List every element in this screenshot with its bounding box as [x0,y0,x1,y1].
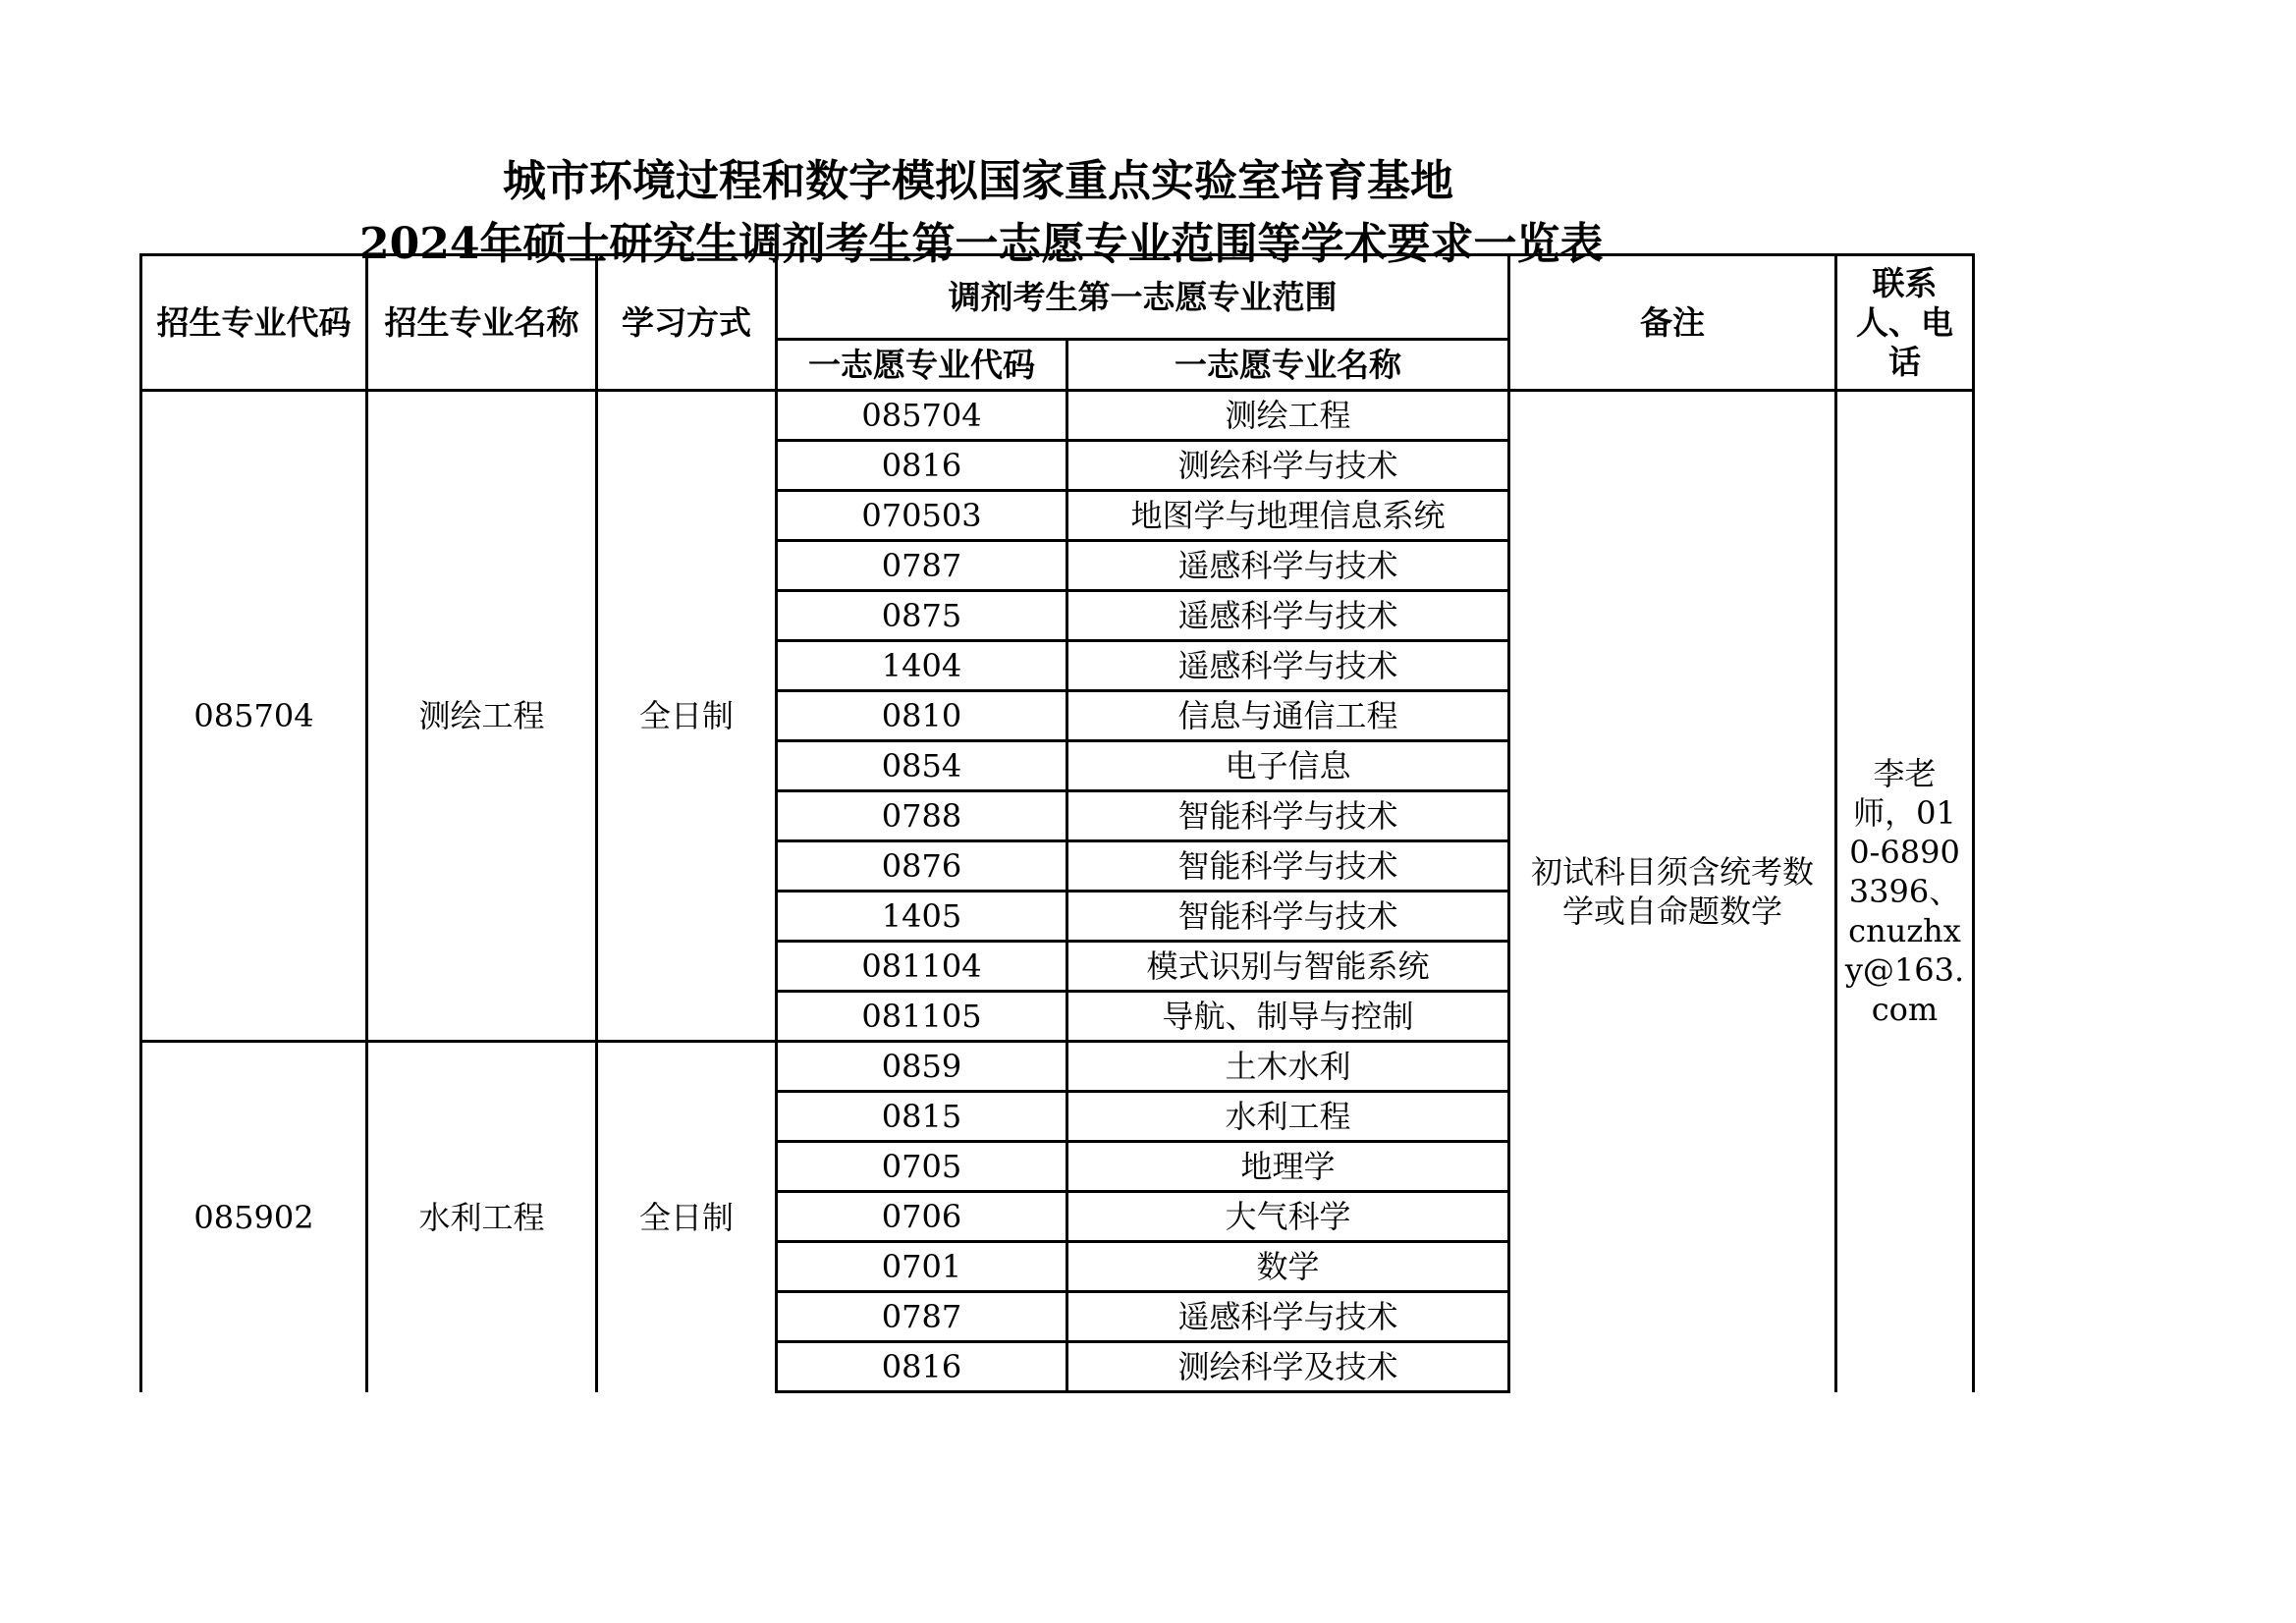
table-row-name: 智能科学与技术 [1067,841,1509,892]
table-row-name: 大气科学 [1067,1192,1509,1242]
group-2-mode: 全日制 [597,1042,777,1392]
group-1-name: 测绘工程 [367,391,597,1042]
header-contact: 联系人、电话 [1836,255,1974,391]
table-row-code: 0787 [777,1292,1067,1342]
table-row-name: 测绘科学及技术 [1067,1342,1509,1392]
table-row-code: 0859 [777,1042,1067,1092]
table-row-code: 070503 [777,491,1067,541]
table-row-code: 1404 [777,641,1067,691]
table-row-name: 模式识别与智能系统 [1067,942,1509,992]
header-first-choice-name: 一志愿专业名称 [1067,340,1509,391]
header-major-name: 招生专业名称 [367,255,597,391]
table-row-code: 0788 [777,791,1067,841]
table-row-name: 水利工程 [1067,1092,1509,1142]
contact-cell: 李老师，010-68903396、cnuzhxy@163.com [1836,391,1974,1392]
group-1-mode: 全日制 [597,391,777,1042]
title-line-1-text: 城市环境过程和数字模拟国家重点实验室培育基地 [503,156,1453,206]
table-row-name: 智能科学与技术 [1067,892,1509,942]
header-major-code: 招生专业代码 [141,255,367,391]
header-first-choice-code: 一志愿专业代码 [777,340,1067,391]
header-first-choice-scope: 调剂考生第一志愿专业范围 [777,255,1509,340]
group-2-code: 085902 [141,1042,367,1392]
table-row-code: 0816 [777,1342,1067,1392]
table-row-code: 0816 [777,441,1067,491]
title-line-2-text: 2024年硕士研究生调剂考生第一志愿专业范围等学术要求一览表 [359,219,1604,269]
table-row-code: 085704 [777,391,1067,441]
table-row-name: 电子信息 [1067,741,1509,791]
table-row-code: 0876 [777,841,1067,892]
table-row-name: 遥感科学与技术 [1067,591,1509,641]
table-row-name: 测绘工程 [1067,391,1509,441]
table-row-code: 081105 [777,992,1067,1042]
group-1-code: 085704 [141,391,367,1042]
table-row-code: 081104 [777,942,1067,992]
table-row-name: 土木水利 [1067,1042,1509,1092]
table-row-name: 地理学 [1067,1142,1509,1192]
table-row-code: 0875 [777,591,1067,641]
table-row-name: 遥感科学与技术 [1067,641,1509,691]
table-row-name: 信息与通信工程 [1067,691,1509,741]
table-row-name: 地图学与地理信息系统 [1067,491,1509,541]
table-row-code: 0810 [777,691,1067,741]
table-row-code: 0854 [777,741,1067,791]
table-row-code: 0705 [777,1142,1067,1192]
table-row-code: 0706 [777,1192,1067,1242]
table-row-name: 智能科学与技术 [1067,791,1509,841]
table-row-name: 遥感科学与技术 [1067,1292,1509,1342]
table-row-name: 导航、制导与控制 [1067,992,1509,1042]
table-row-code: 0815 [777,1092,1067,1142]
table-row-code: 1405 [777,892,1067,942]
table-row-code: 0787 [777,541,1067,591]
table-row-name: 测绘科学与技术 [1067,441,1509,491]
requirements-table [139,253,1975,1393]
table-row-name: 遥感科学与技术 [1067,541,1509,591]
header-study-mode: 学习方式 [597,255,777,391]
table-row-code: 0701 [777,1242,1067,1292]
header-remarks: 备注 [1509,255,1836,391]
table-row-name: 数学 [1067,1242,1509,1292]
remarks-cell: 初试科目须含统考数学或自命题数学 [1509,391,1836,1392]
group-2-name: 水利工程 [367,1042,597,1392]
